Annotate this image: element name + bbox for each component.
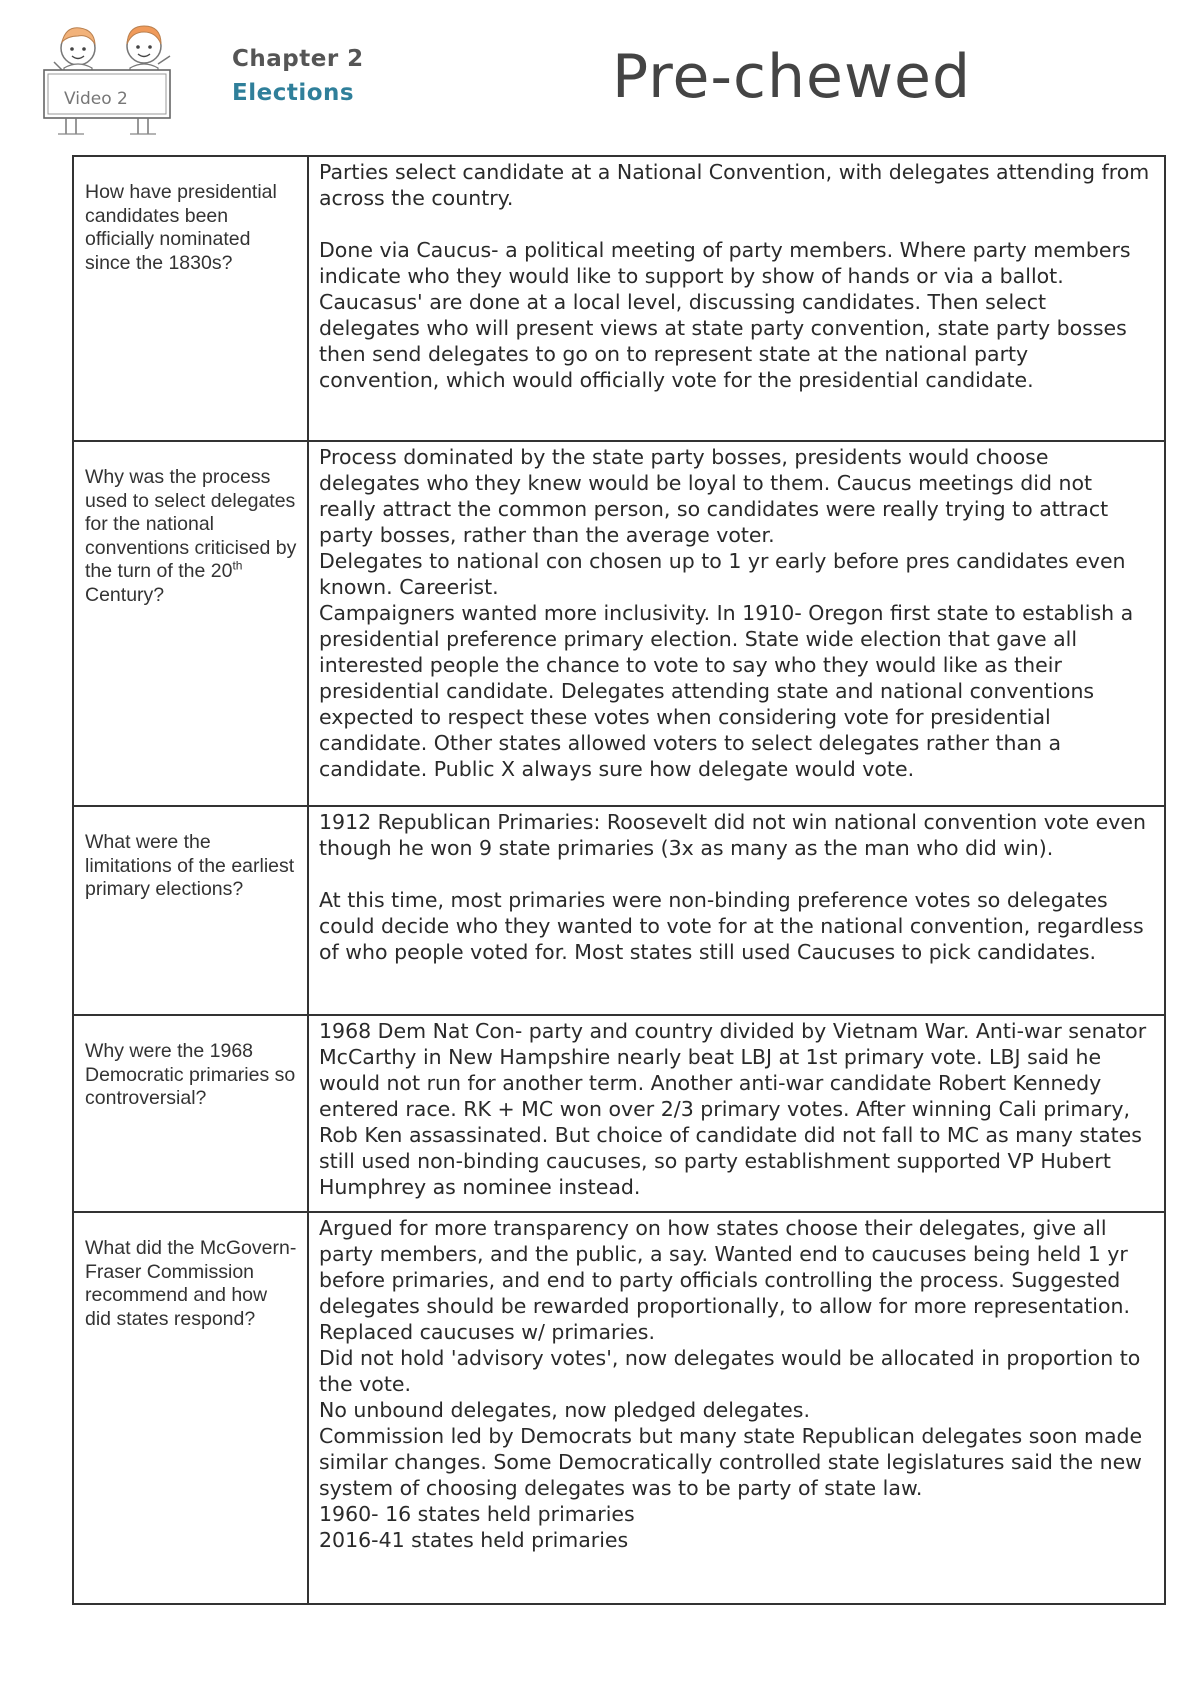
answer-paragraph: Process dominated by the state party bosses, presidents would choose delegates who they knew would be loyal to them. Caucus meetings did not really attract the common person, so candidates were really trying to attract party bosses, rather than the average voter. [319, 445, 1109, 547]
answer-paragraph: At this time, most primaries were non-binding preference votes so delegates could decide who they wanted to vote for at the national convention, regardless of who people voted for. Most states still used Caucuses to pick candidates. [319, 888, 1144, 964]
table-row [73, 1212, 1165, 1604]
answer-paragraph: Parties select candidate at a National Convention, with delegates attending from across the country. [319, 160, 1150, 210]
answer-paragraph: Delegates to national con chosen up to 1 yr early before pres candidates even known. Careerist. [319, 549, 1126, 599]
question-cell: How have presidential candidates been officially nominated since the 1830s? [73, 156, 308, 441]
answer-cell [308, 1015, 1165, 1212]
table-row [73, 156, 1165, 441]
question-text-end: Century? [85, 583, 165, 606]
question-cell: Why were the 1968 Democratic primaries so controversial? [73, 1015, 308, 1212]
question-cell: What were the limitations of the earliest primary elections? [73, 806, 308, 1015]
answer-cell [308, 441, 1165, 806]
table-row [73, 441, 1165, 806]
answer-paragraph: Replaced caucuses w/ primaries. [319, 1320, 655, 1344]
video-badge-illustration [40, 18, 190, 140]
chapter-topic: Elections [232, 80, 355, 106]
answer-paragraph: Done via Caucus- a political meeting of party members. Where party members indicate who they would like to support by show of hands or via a ballot. Caucasus' are done at a local level, discussing candidates. Then select delegates who will present views at state party convention, state party bosses then send delegates to go on to represent state at the national party convention, which would officially vote for the presidential candidate. [319, 238, 1131, 392]
answer-paragraph: Did not hold 'advisory votes', now delegates would be allocated in proportion to the vote. [319, 1346, 1141, 1396]
answer-paragraph: 1912 Republican Primaries: Roosevelt did not win national convention vote even though he won 9 state primaries (3x as many as the man who did win). [319, 810, 1146, 860]
answer-paragraph: No unbound delegates, now pledged delegates. [319, 1398, 810, 1422]
video-badge-label: Video 2 [64, 89, 128, 109]
table-row [73, 1015, 1165, 1212]
answer-cell [308, 806, 1165, 1015]
notes-table [72, 155, 1166, 1605]
chapter-number: Chapter 2 [232, 46, 364, 72]
question-cell [73, 441, 308, 806]
answer-paragraph: Campaigners wanted more inclusivity. In 1910- Oregon first state to establish a presidential preference primary election. State wide election that gave all interested people the chance to vote to say who they would like as their presidential candidate. Delegates attending state and national conventions expected to respect these votes when considering vote for presidential candidate. Other states allowed voters to select delegates rather than a candidate. Public X always sure how delegate would vote. [319, 601, 1134, 781]
answer-paragraph: 1968 Dem Nat Con- party and country divided by Vietnam War. Anti-war senator McCarthy in New Hampshire nearly beat LBJ at 1st primary vote. LBJ said he would not run for another term. Another anti-war candidate Robert Kennedy entered race. RK + MC won over 2/3 primary votes. After winning Cali primary, Rob Ken assassinated. But choice of candidate did not fall to MC as many states still used non-binding caucuses, so party establishment supported VP Hubert Humphrey as nominee instead. [319, 1019, 1147, 1199]
answer-cell [308, 156, 1165, 441]
answer-cell [308, 1212, 1165, 1604]
question-text: Why was the process used to select delegates for the national conventions criticised by the turn of the 20 [85, 466, 297, 582]
table-row [73, 806, 1165, 1015]
brand-title: Pre-chewed [612, 42, 972, 112]
question-superscript: th [232, 558, 243, 573]
answer-paragraph: Argued for more transparency on how states choose their delegates, give all party members, and the public, a say. Wanted end to caucuses being held 1 yr before primaries, and end to party officials controlling the process. Suggested delegates should be rewarded proportionally, to allow for more representation. [319, 1216, 1131, 1318]
page-header [0, 0, 1200, 150]
question-cell: What did the McGovern-Fraser Commission recommend and how did states respond? [73, 1212, 308, 1604]
answer-paragraph: 2016-41 states held primaries [319, 1528, 629, 1552]
answer-paragraph: 1960- 16 states held primaries [319, 1502, 635, 1526]
answer-paragraph: Commission led by Democrats but many state Republican delegates soon made similar changes. Some Democratically controlled state legislatures said the new system of choosing delegates was to be party of state law. [319, 1424, 1143, 1500]
